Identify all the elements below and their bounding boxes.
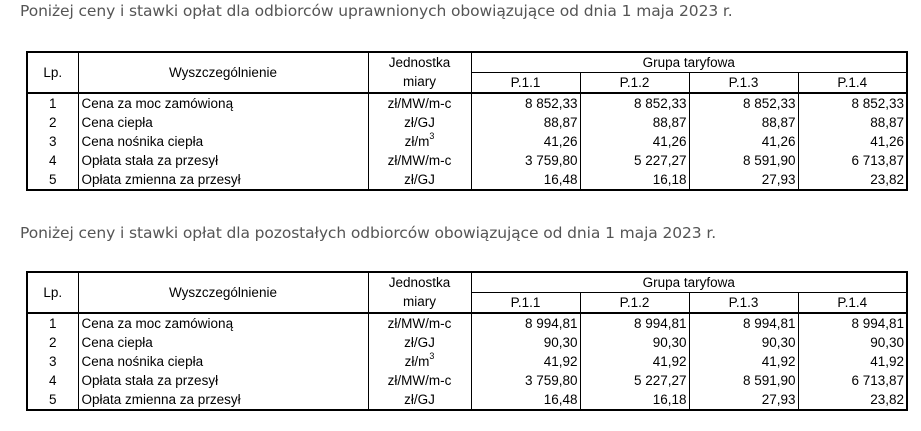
value-p14: 41,26 [798,132,907,151]
header-item: Wyszczególnienie [78,272,368,313]
value-p13: 41,26 [689,132,798,151]
row-name: Cena za moc zamówioną [78,313,368,333]
value-p14: 6 713,87 [798,371,907,390]
value-p11: 3 759,80 [471,371,580,390]
value-p11: 90,30 [471,333,580,352]
value-p14: 6 713,87 [798,151,907,170]
row-lp: 4 [27,151,78,170]
row-lp: 1 [27,313,78,333]
value-p14: 23,82 [798,170,907,190]
header-group-p11: P.1.1 [471,73,580,94]
row-unit: zł/GJ [368,390,471,410]
value-p13: 27,93 [689,390,798,410]
table-row [27,170,907,190]
header-group-p13: P.1.3 [689,293,798,314]
row-name: Cena za moc zamówioną [78,93,368,113]
header-unit-bottom: miary [368,73,471,94]
value-p11: 3 759,80 [471,151,580,170]
row-name: Cena nośnika ciepła [78,352,368,371]
table-row [27,151,907,170]
row-lp: 3 [27,352,78,371]
value-p14: 23,82 [798,390,907,410]
value-p12: 88,87 [580,113,689,132]
value-p12: 41,92 [580,352,689,371]
row-name: Cena ciepła [78,333,368,352]
value-p13: 90,30 [689,333,798,352]
table-row [27,313,907,333]
value-p13: 8 591,90 [689,151,798,170]
row-unit [368,352,471,371]
section-1-intro-text: Poniżej ceny i stawki opłat dla odbiorców uprawnionych obowiązujące od dnia 1 maja 2023 r. [20,2,733,20]
value-p14: 8 852,33 [798,93,907,113]
row-unit: zł/GJ [368,113,471,132]
unit-text: zł/m [404,353,430,369]
value-p12: 90,30 [580,333,689,352]
value-p11: 8 994,81 [471,313,580,333]
row-unit: zł/MW/m-c [368,313,471,333]
value-p12: 8 852,33 [580,93,689,113]
header-group-p12: P.1.2 [580,73,689,94]
header-group-p11: P.1.1 [471,293,580,314]
value-p14: 41,92 [798,352,907,371]
value-p12: 8 994,81 [580,313,689,333]
row-unit: zł/GJ [368,333,471,352]
value-p14: 8 994,81 [798,313,907,333]
value-p11: 16,48 [471,170,580,190]
row-lp: 5 [27,170,78,190]
row-unit: zł/MW/m-c [368,371,471,390]
value-p12: 5 227,27 [580,371,689,390]
value-p11: 88,87 [471,113,580,132]
row-lp: 1 [27,93,78,113]
value-p13: 27,93 [689,170,798,190]
table-row [27,93,907,113]
header-group-p14: P.1.4 [798,73,907,94]
row-name: Opłata stała za przesył [78,371,368,390]
value-p12: 41,26 [580,132,689,151]
value-p12: 16,18 [580,390,689,410]
header-tariff-group: Grupa taryfowa [471,272,907,293]
row-name: Opłata stała za przesył [78,151,368,170]
row-lp: 4 [27,371,78,390]
row-name: Opłata zmienna za przesył [78,390,368,410]
table-row [27,352,907,371]
table-row [27,371,907,390]
tariff-table-eligible [26,51,908,191]
value-p13: 8 852,33 [689,93,798,113]
row-name: Opłata zmienna za przesył [78,170,368,190]
value-p11: 16,48 [471,390,580,410]
header-group-p13: P.1.3 [689,73,798,94]
header-group-p14: P.1.4 [798,293,907,314]
header-tariff-group: Grupa taryfowa [471,52,907,73]
value-p12: 5 227,27 [580,151,689,170]
header-lp: Lp. [27,52,78,93]
header-unit-top: Jednostka [368,272,471,293]
table-row [27,333,907,352]
row-name: Cena nośnika ciepła [78,132,368,151]
value-p11: 41,92 [471,352,580,371]
value-p11: 41,26 [471,132,580,151]
value-p13: 41,92 [689,352,798,371]
unit-superscript: 3 [429,132,435,141]
row-lp: 3 [27,132,78,151]
value-p14: 90,30 [798,333,907,352]
header-item: Wyszczególnienie [78,52,368,93]
header-unit-bottom: miary [368,293,471,314]
row-lp: 2 [27,333,78,352]
section-2-intro-text: Poniżej ceny i stawki opłat dla pozostałych odbiorców obowiązujące od dnia 1 maja 2023 r. [20,224,717,242]
value-p13: 88,87 [689,113,798,132]
header-group-p12: P.1.2 [580,293,689,314]
table-row [27,113,907,132]
header-unit-top: Jednostka [368,52,471,73]
row-lp: 2 [27,113,78,132]
value-p12: 16,18 [580,170,689,190]
value-p13: 8 591,90 [689,371,798,390]
row-unit: zł/MW/m-c [368,151,471,170]
table-row [27,390,907,410]
unit-superscript: 3 [429,352,435,361]
table-row [27,132,907,151]
row-unit: zł/GJ [368,170,471,190]
row-unit [368,132,471,151]
unit-text: zł/m [404,133,430,149]
header-lp: Lp. [27,272,78,313]
value-p13: 8 994,81 [689,313,798,333]
value-p14: 88,87 [798,113,907,132]
row-name: Cena ciepła [78,113,368,132]
row-unit: zł/MW/m-c [368,93,471,113]
tariff-table-other [26,271,908,411]
value-p11: 8 852,33 [471,93,580,113]
row-lp: 5 [27,390,78,410]
